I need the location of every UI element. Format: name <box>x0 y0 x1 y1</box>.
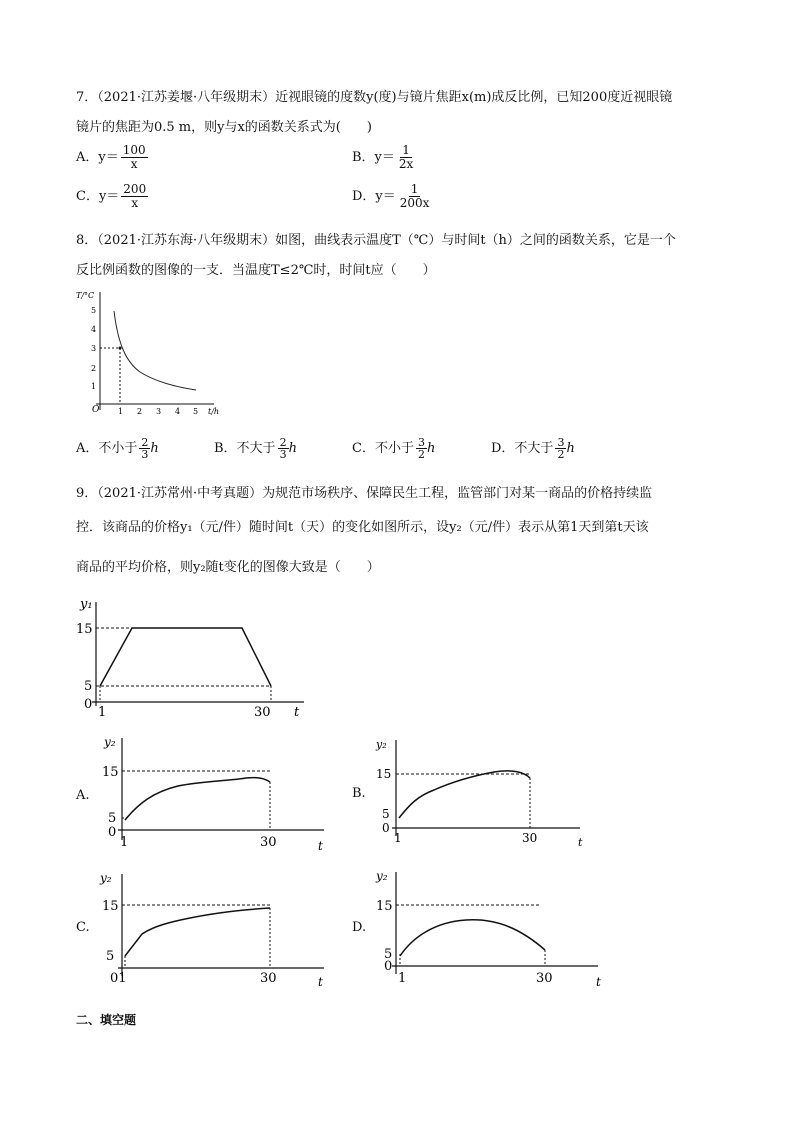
q9-graph-d[interactable] <box>372 866 612 990</box>
q7-a-denominator: x <box>130 157 138 171</box>
q8-option-c <box>352 437 435 460</box>
q7-stem-line2: 镜片的焦距为0.5 m，则y与x的函数关系式为( ) <box>76 120 372 135</box>
q9-main-xtick-1: 1 <box>98 705 107 720</box>
q9-a-ytick-15: 15 <box>102 765 119 780</box>
q8-ytick-2: 2 <box>91 364 97 373</box>
q9-d-xtick-1: 1 <box>398 971 407 986</box>
q7-option-c-label: C．y＝ <box>76 189 120 204</box>
q8-option-a-label: A．不小于 <box>76 441 138 456</box>
q7-option-b-label: B．y＝ <box>352 150 395 165</box>
q7-option-b <box>352 144 415 171</box>
q9-d-curve <box>400 920 545 956</box>
q8-b-denominator: 3 <box>279 448 287 461</box>
q9-b-ytick-15: 15 <box>376 767 392 781</box>
q8-option-c-label: C．不小于 <box>352 441 414 456</box>
q9-b-ytick-5: 5 <box>382 807 390 821</box>
q9-graph-b[interactable] <box>372 734 594 850</box>
q7-option-a <box>76 144 148 171</box>
q8-option-d <box>491 437 575 460</box>
q9-graph-a[interactable] <box>98 730 338 854</box>
q9-c-ytick-5: 5 <box>106 949 115 964</box>
q9-main-ytick-5: 5 <box>84 679 93 694</box>
q9-c-curve <box>125 908 270 956</box>
q9-main-xlabel: t <box>294 705 300 720</box>
q9-main-curve <box>100 628 271 686</box>
q9-d-ylabel: y₂ <box>376 869 388 883</box>
q8-ytick-1: 1 <box>91 382 97 391</box>
q8-option-b-label: B．不大于 <box>214 441 276 456</box>
q8-option-d-label: D．不大于 <box>491 441 554 456</box>
q8-a-denominator: 3 <box>141 448 149 461</box>
q9-c-ytick-15: 15 <box>102 899 119 914</box>
q9-a-ytick-5: 5 <box>108 811 117 826</box>
q9-b-xtick-30: 30 <box>522 831 538 845</box>
q8-origin-label: O <box>92 405 100 415</box>
q9-b-xtick-1: 1 <box>394 831 402 845</box>
q9-b-xlabel: t <box>578 836 583 849</box>
q8-stem-line2: 反比例函数的图像的一支．当温度T≤2℃时，时间t应（ ） <box>76 263 436 278</box>
q9-graph-c[interactable] <box>98 866 338 990</box>
q9-d-origin: 0 <box>384 959 393 974</box>
q9-main-graph <box>76 594 316 722</box>
q8-option-a <box>76 437 159 460</box>
q9-a-curve <box>125 778 270 820</box>
q9-main-ytick-15: 15 <box>76 622 93 637</box>
q8-ytick-3: 3 <box>91 344 97 353</box>
q8-xtick-4: 4 <box>175 407 181 416</box>
q9-a-ylabel: y₂ <box>104 735 116 749</box>
q9-d-ytick-5: 5 <box>384 947 393 962</box>
q8-option-b <box>214 437 297 460</box>
q8-b-numerator: 2 <box>279 436 287 449</box>
q8-c-numerator: 3 <box>417 436 425 449</box>
q8-xtick-2: 2 <box>137 407 143 416</box>
q9-stem-line2: 控．该商品的价格y₁（元/件）随时间t（天）的变化如图所示，设y₂（元/件）表示从第1天到第t天该 <box>76 520 649 535</box>
q8-ytick-5: 5 <box>91 306 97 315</box>
q8-c-denominator: 2 <box>417 448 425 461</box>
q8-d-denominator: 2 <box>557 448 565 461</box>
section-heading-fill-in: 二、填空题 <box>76 1013 137 1027</box>
q8-y-axis-label: T/°C <box>76 291 95 300</box>
q8-xtick-3: 3 <box>156 407 162 416</box>
q9-c-ylabel: y₂ <box>100 871 112 885</box>
q8-ytick-4: 4 <box>91 325 97 334</box>
q9-main-ylabel: y₁ <box>80 597 93 612</box>
q8-curve <box>114 311 196 390</box>
q9-choice-c-label[interactable]: C. <box>76 920 90 935</box>
q9-d-xtick-30: 30 <box>536 971 553 986</box>
q9-b-origin: 0 <box>382 821 390 835</box>
q9-b-curve <box>399 771 530 818</box>
q7-option-a-label: A．y＝ <box>76 150 119 165</box>
q9-choice-b-label[interactable]: B. <box>352 786 366 801</box>
q9-a-xtick-1: 1 <box>120 835 129 850</box>
q7-a-numerator: 100 <box>122 143 146 157</box>
q8-x-axis-label: t/h <box>208 407 220 416</box>
q9-d-ytick-15: 15 <box>376 899 393 914</box>
q8-graph <box>76 286 226 418</box>
q8-d-numerator: 3 <box>557 436 565 449</box>
q9-a-origin: 0 <box>108 825 117 840</box>
q7-d-numerator: 1 <box>410 182 419 196</box>
q9-a-xlabel: t <box>318 839 323 853</box>
q7-option-d <box>352 183 431 210</box>
q8-xtick-5: 5 <box>193 407 199 416</box>
q8-a-unit: h <box>150 441 159 456</box>
q9-c-origin: 01 <box>110 971 127 986</box>
q9-stem-line1: 9．（2021·江苏常州·中考真题）为规范市场秩序、保障民生工程，监管部门对某一商品的价格持续监 <box>76 486 653 501</box>
q8-point <box>119 347 122 350</box>
q8-c-unit: h <box>426 441 436 456</box>
q7-stem-line1: 7．（2021·江苏姜堰·八年级期末）近视眼镜的度数y(度)与镜片焦距x(m)成反比例，已知200度近视眼镜 <box>76 90 673 105</box>
q7-c-numerator: 200 <box>123 182 147 196</box>
q8-d-unit: h <box>566 441 575 456</box>
q9-choice-a-label[interactable]: A. <box>76 788 90 803</box>
q9-a-xtick-30: 30 <box>260 835 277 850</box>
q9-c-xlabel: t <box>318 975 323 989</box>
q9-c-xtick-30: 30 <box>260 971 277 986</box>
q9-d-xlabel: t <box>596 975 601 989</box>
q7-c-denominator: x <box>131 196 139 210</box>
q9-main-xtick-30: 30 <box>254 705 271 720</box>
q7-d-denominator: 200x <box>399 196 430 210</box>
q9-stem-line3: 商品的平均价格，则y₂随t变化的图像大致是（ ） <box>76 560 380 575</box>
q9-b-ylabel: y₂ <box>376 738 387 751</box>
q8-stem-line1: 8．（2021·江苏东海·八年级期末）如图，曲线表示温度T（℃）与时间t（h）之间的函数关系，它是一个 <box>76 233 676 248</box>
q7-b-numerator: 1 <box>402 143 410 157</box>
q9-main-origin: 0 <box>84 697 93 712</box>
q7-b-denominator: 2x <box>398 157 414 171</box>
q7-option-d-label: D．y＝ <box>352 189 396 204</box>
q8-xtick-1: 1 <box>118 407 124 416</box>
q8-a-numerator: 2 <box>141 436 149 449</box>
q7-option-c <box>76 183 148 210</box>
q9-choice-d-label[interactable]: D. <box>352 920 367 935</box>
q8-b-unit: h <box>288 441 297 456</box>
